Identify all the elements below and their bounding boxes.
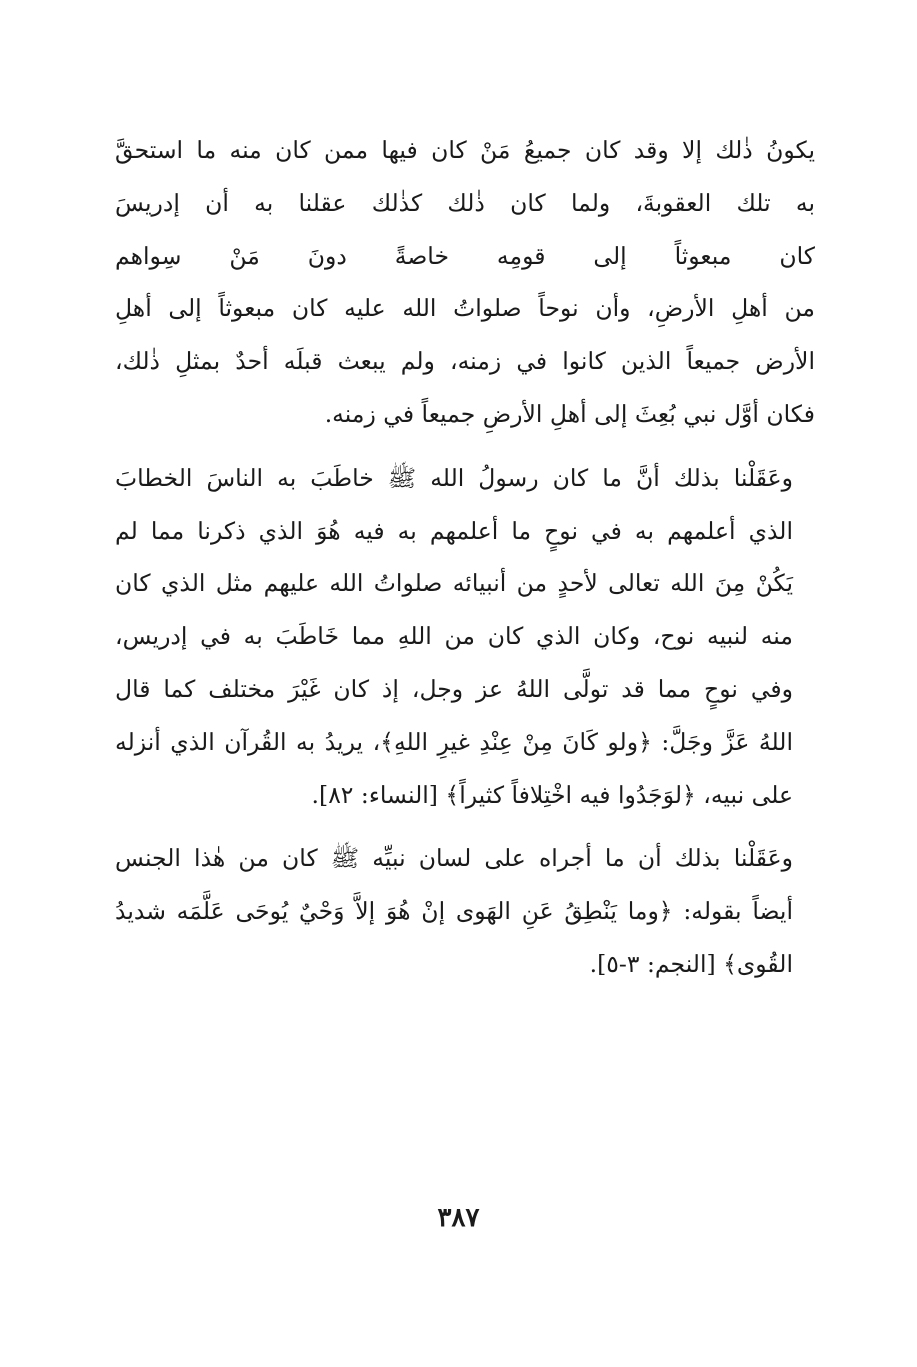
paragraph-2 [115, 452, 815, 822]
text-line: الأرض جميعاً الذين كانوا في زمنه، ولم يبعث قبلَه أحدٌ بمثلِ ذٰلك، [115, 347, 815, 376]
text-line: كان مبعوثاً إلى قومِه خاصةً دونَ مَنْ سِواهم [115, 241, 815, 270]
text-line: على نبيه، ﴿لوَجَدُوا فيه اخْتِلافاً كثيراً﴾ [النساء: ٨٢]. [311, 780, 793, 809]
paragraph-1 [115, 124, 815, 441]
text-line: أيضاً بقوله: ﴿وما يَنْطِقُ عَنِ الهَوى إنْ هُوَ إلاَّ وَحْيٌ يُوحَى عَلَّمَه شديدُ [115, 897, 793, 926]
text-line: فكان أوَّل نبي بُعِثَ إلى أهلِ الأرضِ جميعاً في زمنه. [324, 399, 815, 428]
text-line: وفي نوحٍ مما قد تولَّى اللهُ عز وجل، إذ كان غَيْرَ مختلف كما قال [115, 674, 793, 703]
text-line: اللهُ عَزَّ وجَلَّ: ﴿ولو كَانَ مِنْ عِنْدِ غيرِ اللهِ﴾، يريدُ به القُرآن الذي أنزله [115, 727, 793, 756]
page-number: ٣٨٧ [437, 1203, 480, 1233]
text-line: يَكُنْ مِنَ الله تعالى لأحدٍ من أنبيائه صلواتُ الله عليهم مثل الذي كان [115, 569, 793, 598]
text-line: وعَقَلْنا بذلك أنَّ ما كان رسولُ الله ﷺ خاطَبَ به الناسَ الخطابَ [115, 463, 793, 492]
text-line: وعَقَلْنا بذلك أن ما أجراه على لسان نبيِّه ﷺ كان من هٰذا الجنس [115, 844, 793, 873]
body-text [115, 124, 815, 991]
text-line: القُوى﴾ [النجم: ٣-٥]. [589, 949, 793, 978]
text-line: به تلك العقوبةَ، ولما كان ذٰلك كذٰلك عقلنا به أن إدريسَ [115, 188, 815, 217]
text-line: الذي أعلمهم به في نوحٍ ما أعلمهم به فيه هُوَ الذي ذكرنا مما لم [115, 516, 793, 545]
text-line: منه لنبيه نوح، وكان الذي كان من اللهِ مما خَاطَبَ به في إدريس، [115, 622, 793, 651]
paragraph-3 [115, 832, 815, 990]
text-line: من أهلِ الأرضِ، وأن نوحاً صلواتُ الله عليه كان مبعوثاً إلى أهلِ [115, 294, 815, 323]
text-line: يكونُ ذٰلك إلا وقد كان جميعُ مَنْ كان فيها ممن كان منه ما استحقَّ [115, 136, 815, 164]
